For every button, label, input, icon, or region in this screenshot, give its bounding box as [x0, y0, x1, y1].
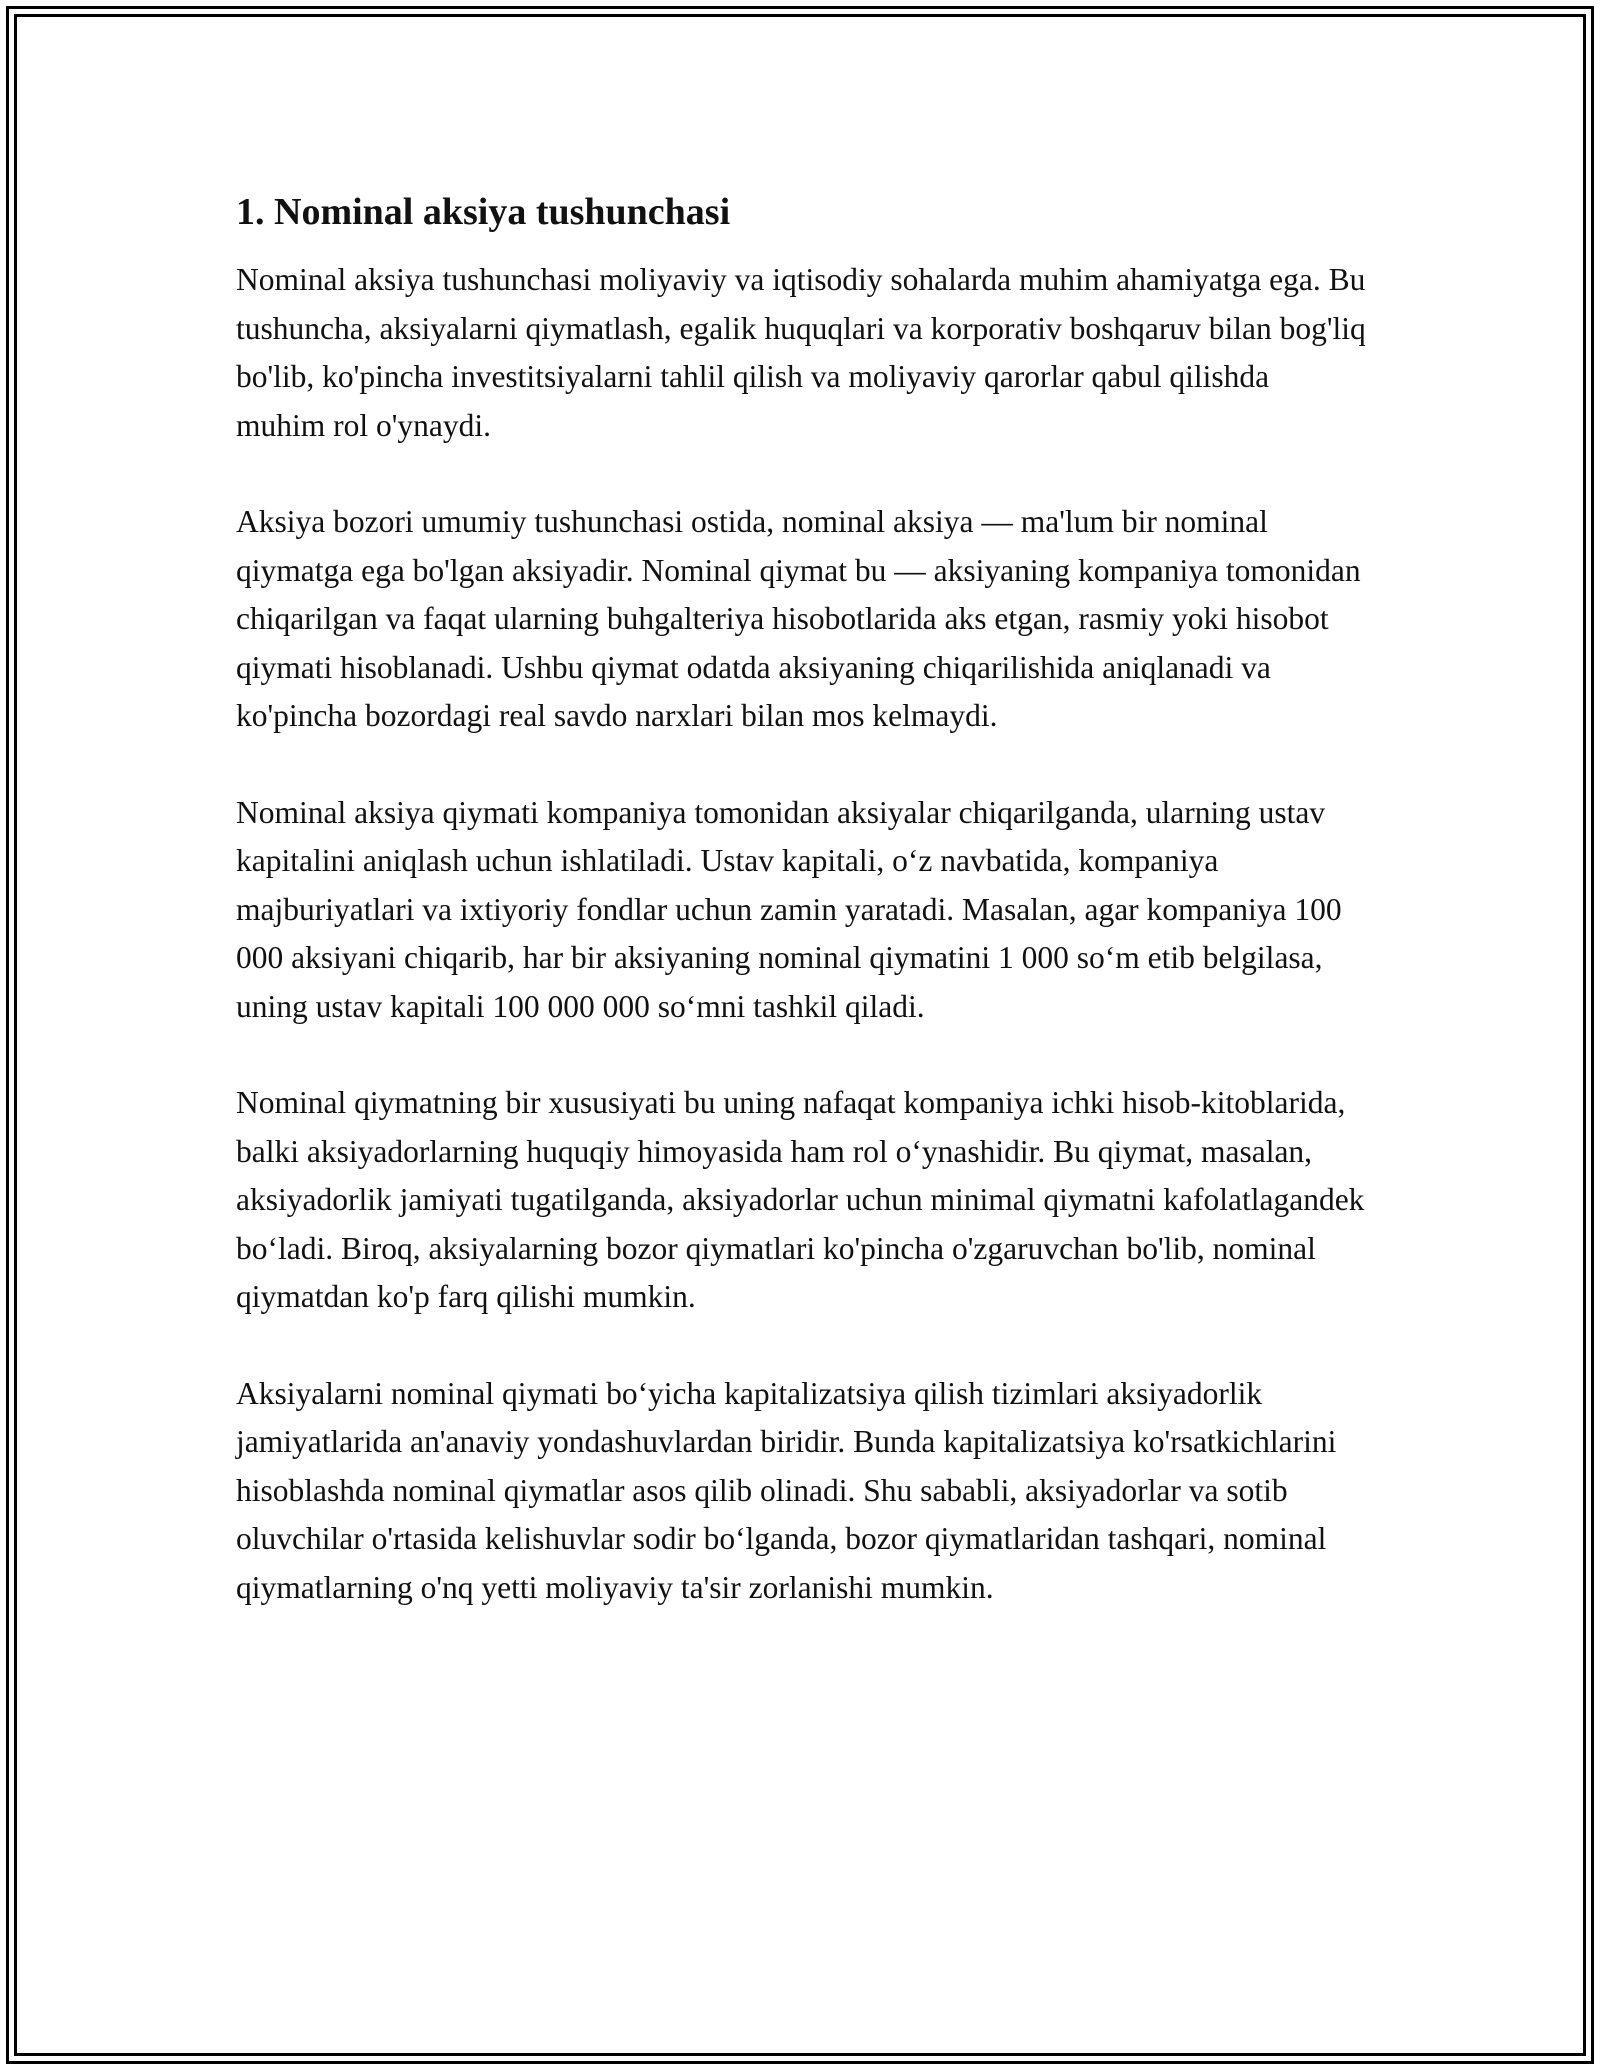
section-heading: 1. Nominal aksiya tushunchasi: [236, 191, 731, 233]
paragraph-3: Nominal aksiya qiymati kompaniya tomonidan aksiyalar chiqarilganda, ularning ustav kapitalini aniqlash uchun ishlatiladi. Ustav kapitali, o‘z navbatida, kompaniya majburiyatlari va ixtiyoriy fondlar uchun zamin yaratadi. Masalan, agar kompaniya 100 000 aksiyani chiqarib, har bir aksiyaning nominal qiymatini 1 000 so‘m etib belgilasa, uning ustav kapitali 100 000 000 so‘mni tashkil qiladi.: [236, 794, 1342, 1024]
paragraph-2: Aksiya bozori umumiy tushunchasi ostida, nominal aksiya — ma'lum bir nominal qiymatga ega bo'lgan aksiyadir. Nominal qiymat bu — aksiyaning kompaniya tomonidan chiqarilgan va faqat ularning buhgalteriya hisobotlarida aks etgan, rasmiy yoki hisobot qiymati hisoblanadi. Ushbu qiymat odatda aksiyaning chiqarilishida aniqlanadi va ko'pincha bozordagi real savdo narxlari bilan mos kelmaydi.: [236, 504, 1361, 733]
paragraph-4: Nominal qiymatning bir xususiyati bu uning nafaqat kompaniya ichki hisob-kitoblarida, balki aksiyadorlarning huquqiy himoyasida ham rol o‘ynashidir. Bu qiymat, masalan, aksiyadorlik jamiyati tugatilganda, aksiyadorlar uchun minimal qiymatni kafolatlagandek bo‘ladi. Biroq, aksiyalarning bozor qiymatlari ko'pincha o'zgaruvchan bo'lib, nominal qiymatdan ko'p farq qilishi mumkin.: [236, 1085, 1365, 1314]
document-body: [236, 186, 1366, 1660]
paragraph-1: Nominal aksiya tushunchasi moliyaviy va iqtisodiy sohalarda muhim ahamiyatga ega. Bu tushuncha, aksiyalarni qiymatlash, egalik huquqlari va korporativ boshqaruv bilan bog'liq bo'lib, ko'pincha investitsiyalarni tahlil qilish va moliyaviy qarorlar qabul qilishda muhim rol o'ynaydi.: [236, 262, 1366, 443]
paragraph-5: Aksiyalarni nominal qiymati bo‘yicha kapitalizatsiya qilish tizimlari aksiyadorlik jamiyatlarida an'anaviy yondashuvlardan biridir. Bunda kapitalizatsiya ko'rsatkichlarini hisoblashda nominal qiymatlar asos qilib olinadi. Shu sababli, aksiyadorlar va sotib oluvchilar o'rtasida kelishuvlar sodir bo‘lganda, bozor qiymatlaridan tashqari, nominal qiymatlarning o'nq yetti moliyaviy ta'sir zorlanishi mumkin.: [236, 1375, 1337, 1605]
